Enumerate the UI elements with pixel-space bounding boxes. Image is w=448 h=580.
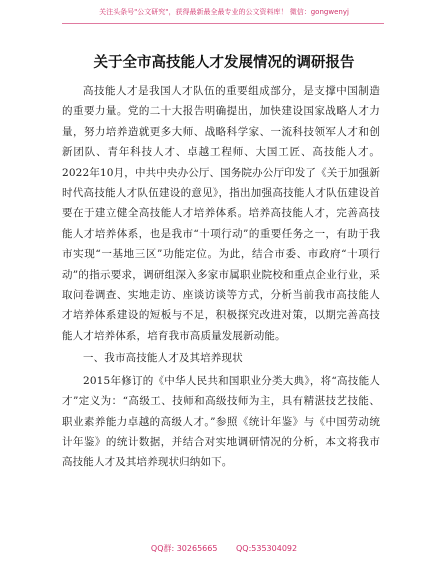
footer-qq: QQ:535304092 — [236, 544, 298, 553]
header-divider — [62, 23, 384, 24]
body-paragraph-definition: 2015年修订的《中华人民共和国职业分类大典》，将“高技能人才”定义为：“高级工、技师和高级技师为主，具有精湛技艺技能、职业素养能力卓越的高级人才。”参照《统计年鉴》与《中国劳动统计年鉴》的统计数据，并结合对实地调研情况的分析，本文将我市高技能人才及其培养现状归纳如下。 — [62, 374, 380, 469]
body-paragraph-intro: 高技能人才是我国人才队伍的重要组成部分，是支撑中国制造的重要力量。党的二十大报告明确提出，加快建设国家战略人才力量，努力培养造就更多大师、战略科学家、一流科技领军人才和创新团队、青年科技人才、卓越工程师、大国工匠、高技能人才。2022年10月，中共中央办公厅、国务院办公厅印发了《关于加强新时代高技能人才队伍建设的意见》，指出加强高技能人才队伍建设首要在于建立健全高技能人才培养体系。培养高技能人才，完善高技能人才培养体系，也是我市“十项行动”的重要任务之一，有助于我市实现“一基地三区”功能定位。为此，结合市委、市政府“十项行动”的指示要求，调研组深入多家市属职业院校和重点企业行业，采取问卷调查、实地走访、座谈访谈等方式，分析当前我市高技能人才培养体系建设的短板与不足，积极探究改进对策，以期完善高技能人才培养体系，培育我市高质量发展新动能。 — [62, 85, 380, 342]
document-body — [62, 81, 380, 473]
section-heading: 一、我市高技能人才及其培养现状 — [83, 352, 243, 365]
footer-contact — [0, 543, 448, 554]
footer-qq-group: QQ群: 30265665 — [150, 544, 218, 553]
document-title: 关于全市高技能人才发展情况的调研报告 — [93, 55, 355, 71]
header-note: 关注头条号"公文研究"，获得最新最全最专业的公文资料库！ 微信：gongwenyj — [99, 8, 349, 16]
